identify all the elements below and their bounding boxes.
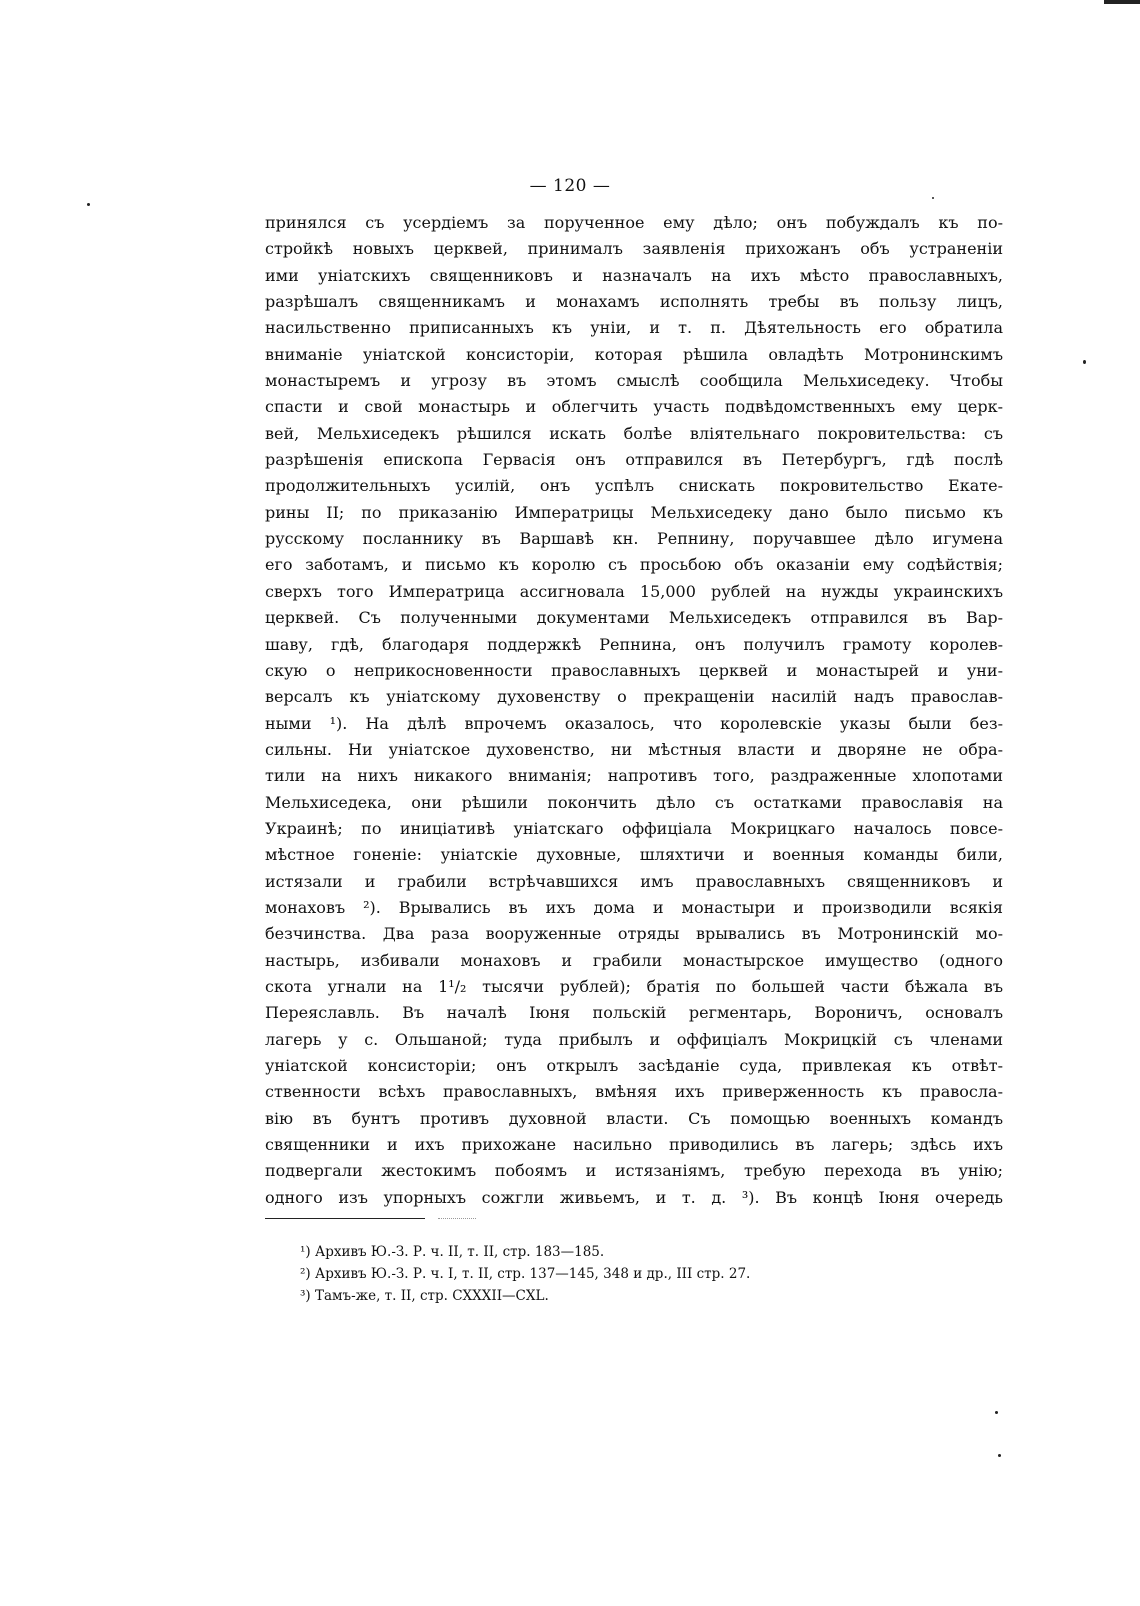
body-line: ими уніатскихъ священниковъ и назначалъ на ихъ мѣсто православныхъ,	[265, 265, 1003, 285]
body-line: его заботамъ, и письмо къ королю съ просьбою объ оказаніи ему содѣйствія;	[265, 555, 1003, 575]
footnote: ¹) Архивъ Ю.-З. Р. ч. II, т. II, стр. 183—185.	[300, 1244, 605, 1260]
body-line: вію въ бунтъ противъ духовной власти. Съ помощью военныхъ командъ	[265, 1108, 1003, 1128]
scan-speck	[998, 1454, 1001, 1457]
footnote: ³) Тамъ-же, т. II, стр. CXXXII—CXL.	[300, 1288, 549, 1304]
body-line: русскому посланнику въ Варшавѣ кн. Репнину, поручавшее дѣло игумена	[265, 529, 1003, 549]
scan-speck	[932, 197, 934, 199]
footnote: ²) Архивъ Ю.-З. Р. ч. I, т. II, стр. 137—145, 348 и др., III стр. 27.	[300, 1266, 751, 1282]
body-text	[265, 210, 1003, 1211]
body-line: сверхъ того Императрица ассигновала 15,000 рублей на нужды украинскихъ	[265, 581, 1003, 601]
body-line: церквей. Съ полученными документами Мельхиседекъ отправился въ Вар-	[265, 608, 1003, 628]
body-line: скую о неприкосновенности православныхъ церквей и монастырей и уни-	[265, 660, 1003, 680]
body-line: скота угнали на 1¹/₂ тысячи рублей); братія по большей части бѣжала въ	[265, 976, 1003, 996]
footnote-separator-faint	[438, 1218, 476, 1219]
body-line: разрѣшенія епископа Гервасія онъ отправился въ Петербургъ, гдѣ послѣ	[265, 450, 1003, 470]
body-line: подвергали жестокимъ побоямъ и истязаніямъ, требую перехода въ унію;	[265, 1161, 1003, 1181]
body-line: разрѣшалъ священникамъ и монахамъ исполнять требы въ пользу лицъ,	[265, 292, 1003, 312]
body-line: монастыремъ и угрозу въ этомъ смыслѣ сообщила Мельхиседеку. Чтобы	[265, 371, 1003, 391]
footnotes	[300, 1241, 1000, 1307]
body-line: принялся съ усердіемъ за порученное ему дѣло; онъ побуждалъ къ по-	[265, 213, 1003, 232]
footnote-separator	[265, 1218, 425, 1219]
scan-speck	[87, 203, 90, 206]
body-line: лагерь у с. Ольшаной; туда прибылъ и оффиціалъ Мокрицкій съ членами	[265, 1029, 1003, 1049]
body-line: мѣстное гоненіе: уніатскіе духовные, шляхтичи и военныя команды били,	[265, 845, 1003, 865]
body-line: священники и ихъ прихожане насильно приводились въ лагерь; здѣсь ихъ	[265, 1135, 1003, 1155]
body-line: спасти и свой монастырь и облегчить участь подвѣдомственныхъ ему церк-	[265, 397, 1003, 417]
body-line: Украинѣ; по иниціативѣ уніатскаго оффиціала Мокрицкаго началось повсе-	[265, 818, 1003, 838]
body-line: настырь, избивали монаховъ и грабили монастырское имущество (одного	[265, 950, 1003, 970]
body-line: уніатской консисторіи; онъ открылъ засѣданіе суда, привлекая къ отвѣт-	[265, 1056, 1003, 1075]
body-line: сильны. Ни уніатское духовенство, ни мѣстныя власти и дворяне не обра-	[265, 739, 1003, 759]
body-line: вниманіе уніатской консисторіи, которая рѣшила овладѣть Мотронинскимъ	[265, 344, 1003, 364]
body-line: шаву, гдѣ, благодаря поддержкѣ Репнина, онъ получилъ грамоту королев-	[265, 634, 1003, 654]
body-line: одного изъ упорныхъ сожгли живьемъ, и т. д. ³). Въ концѣ Іюня очередь	[265, 1187, 1003, 1207]
body-line: Мельхиседека, они рѣшили покончить дѣло съ остатками православія на	[265, 792, 1003, 812]
body-line: стройкѣ новыхъ церквей, принималъ заявленія прихожанъ объ устраненіи	[265, 239, 1003, 259]
body-line: безчинства. Два раза вооруженные отряды врывались въ Мотронинскій мо-	[265, 924, 1003, 944]
body-line: ными ¹). На дѣлѣ впрочемъ оказалось, что королевскіе указы были без-	[265, 713, 1003, 733]
body-line: продолжительныхъ усилій, онъ успѣлъ снискать покровительство Екате-	[265, 476, 1003, 496]
page-number: — 120 —	[529, 176, 611, 196]
body-line: рины II; по приказанію Императрицы Мельхиседеку дано было письмо къ	[265, 502, 1003, 522]
body-line: насильственно приписанныхъ къ уніи, и т. п. Дѣятельность его обратила	[265, 318, 1003, 338]
body-line: монаховъ ²). Врывались въ ихъ дома и монастыри и производили всякія	[265, 897, 1003, 917]
body-line: истязали и грабили встрѣчавшихся имъ православныхъ священниковъ и	[265, 871, 1003, 891]
body-line: тили на нихъ никакого вниманія; напротивъ того, раздраженные хлопотами	[265, 766, 1003, 786]
body-line: версалъ къ уніатскому духовенству о прекращеніи насилій надъ православ-	[265, 687, 1003, 707]
body-line: вей, Мельхиседекъ рѣшился искать болѣе вліятельнаго покровительства: съ	[265, 423, 1003, 443]
scan-edge-mark	[1104, 0, 1140, 4]
body-line: Переяславль. Въ началѣ Іюня польскій регментарь, Вороничъ, основалъ	[265, 1003, 1003, 1023]
scan-speck	[995, 1411, 998, 1414]
body-line: ственности всѣхъ православныхъ, вмѣняя ихъ приверженность къ правосла-	[265, 1082, 1003, 1102]
scan-speck	[1083, 360, 1086, 364]
